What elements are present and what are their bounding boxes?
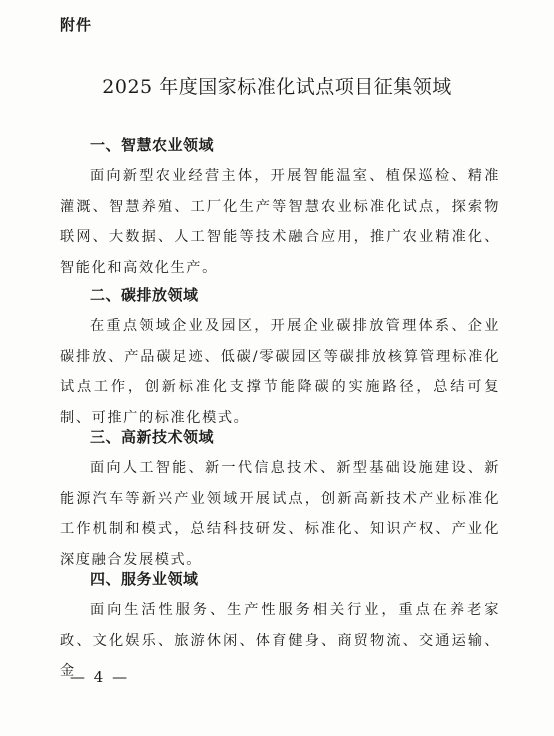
section-body: 面向人工智能、新一代信息技术、新型基础设施建设、新能源汽车等新兴产业领域开展试点，创新高新技术产业标准化工作机制和模式，总结科技研发、标准化、知识产权、产业化深度融合发展模式。 bbox=[60, 460, 500, 568]
section-agriculture bbox=[60, 133, 500, 283]
section-heading: 一、智慧农业领域 bbox=[90, 136, 215, 154]
section-body: 面向生活性服务、生产性服务相关行业，重点在养老家政、文化娱乐、旅游休闲、体育健身、商贸物流、交通运输、金 bbox=[60, 602, 500, 679]
section-heading: 三、高新技术领域 bbox=[90, 428, 215, 446]
section-carbon bbox=[60, 283, 500, 433]
document-title: 2025 年度国家标准化试点项目征集领域 bbox=[102, 76, 452, 98]
section-heading: 四、服务业领域 bbox=[90, 570, 199, 588]
page-number: — 4 — bbox=[70, 668, 130, 686]
section-body: 面向新型农业经营主体，开展智能温室、植保巡检、精准灌溉、智慧养殖、工厂化生产等智慧农业标准化试点，探索物联网、大数据、人工智能等技术融合应用，推广农业精准化、智能化和高效化生产。 bbox=[60, 168, 500, 276]
section-heading: 二、碳排放领域 bbox=[90, 286, 199, 304]
section-body: 在重点领域企业及园区，开展企业碳排放管理体系、企业碳排放、产品碳足迹、低碳/零碳园区等碳排放核算管理标准化试点工作，创新标准化支撑节能降碳的实施路径，总结可复制、可推广的标准化模式。 bbox=[60, 318, 500, 426]
section-hightech bbox=[60, 425, 500, 575]
attachment-label: 附件 bbox=[60, 16, 93, 34]
